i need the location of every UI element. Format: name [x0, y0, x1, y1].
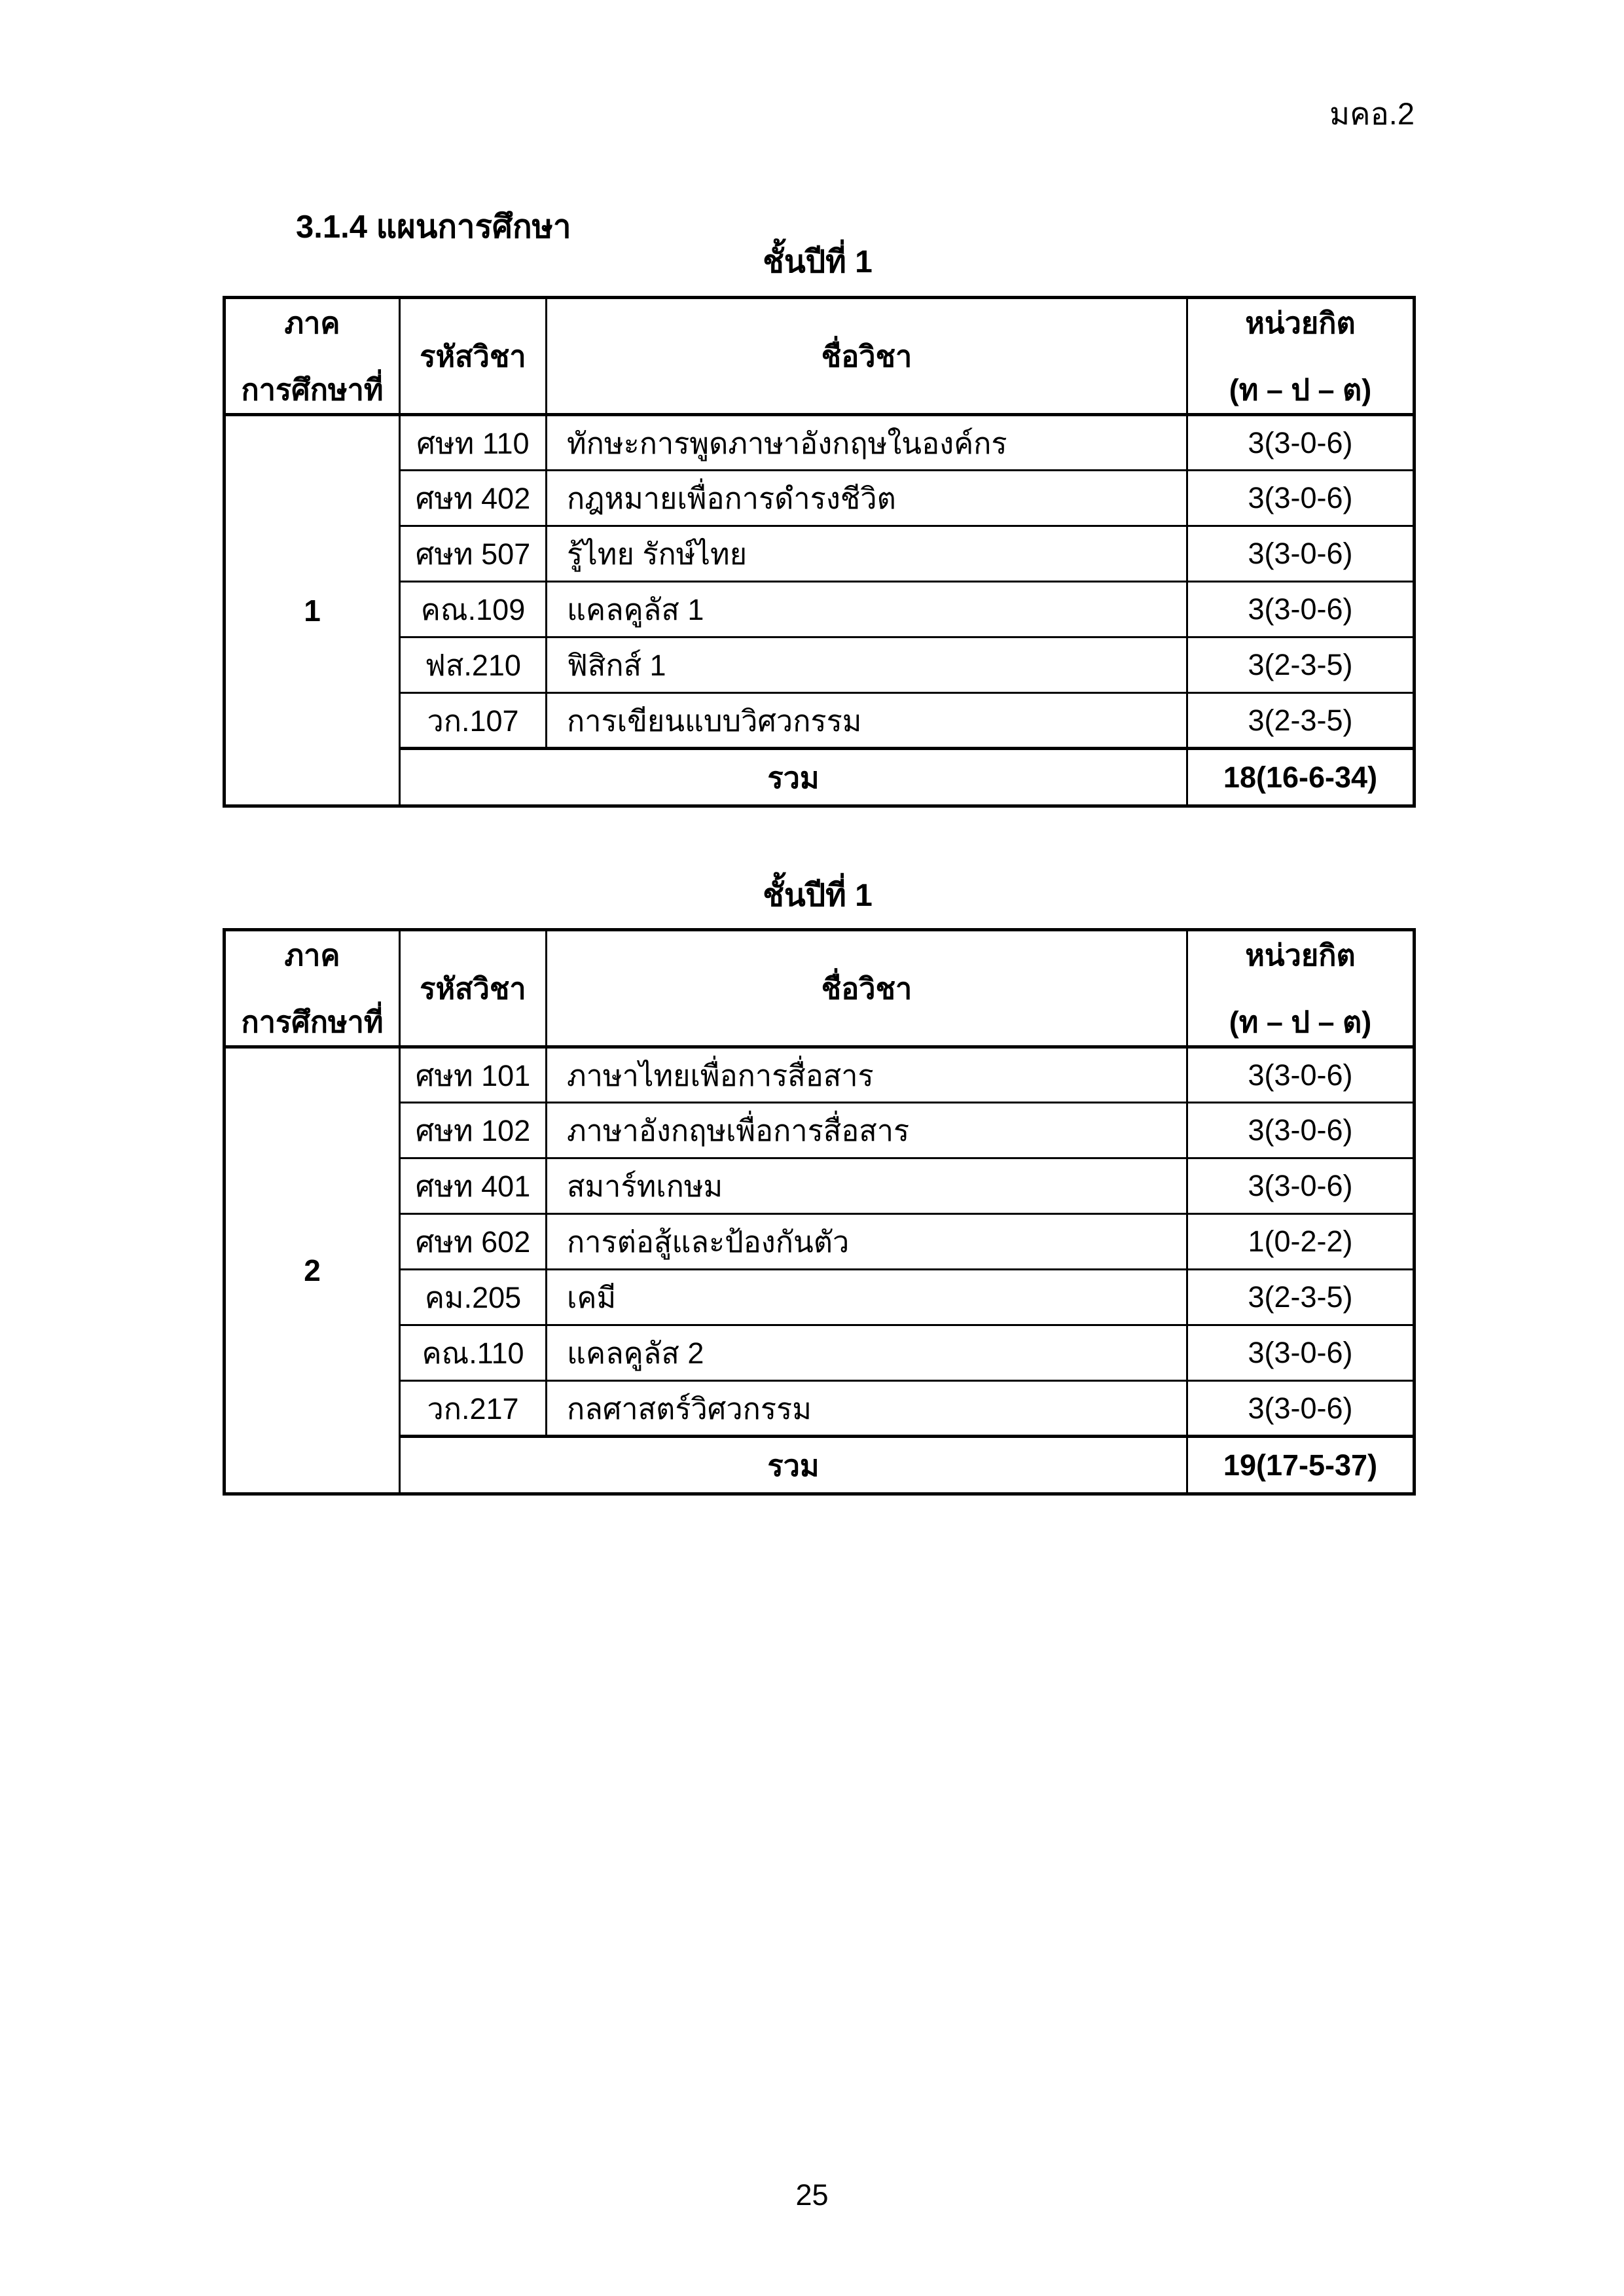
table-row: [225, 1214, 1415, 1270]
table-row: [225, 1103, 1415, 1158]
course-name: กฎหมายเพื่อการดำรงชีวิต: [547, 471, 1187, 526]
course-code: ศษท 602: [400, 1214, 547, 1270]
header-semester-line2: การศึกษาที่: [241, 373, 384, 406]
course-code: วก.217: [400, 1381, 547, 1437]
table-row: [225, 637, 1415, 693]
course-credits: 3(2-3-5): [1187, 1270, 1415, 1325]
table-row: [225, 693, 1415, 749]
course-credits: 3(3-0-6): [1187, 471, 1415, 526]
total-row: [225, 1437, 1415, 1494]
course-name: แคลคูลัส 2: [547, 1325, 1187, 1381]
course-name: ฟิสิกส์ 1: [547, 637, 1187, 693]
course-name: ภาษาอังกฤษเพื่อการสื่อสาร: [547, 1103, 1187, 1158]
header-credits: [1187, 930, 1415, 1047]
table-row: [225, 1325, 1415, 1381]
total-credits: 18(16-6-34): [1187, 749, 1415, 806]
table-row: [225, 1381, 1415, 1437]
total-credits: 19(17-5-37): [1187, 1437, 1415, 1494]
course-credits: 3(2-3-5): [1187, 637, 1415, 693]
page-number: 25: [795, 2178, 829, 2212]
table-row: [225, 298, 1415, 415]
course-code: ศษท 110: [400, 415, 547, 471]
course-name: การต่อสู้และป้องกันตัว: [547, 1214, 1187, 1270]
table-row: [225, 526, 1415, 582]
header-credits: [1187, 298, 1415, 415]
course-credits: 3(3-0-6): [1187, 1325, 1415, 1381]
header-credits-line2: (ท – ป – ต): [1229, 1005, 1372, 1039]
doc-code: มคอ.2: [1329, 96, 1415, 131]
header-semester: [225, 298, 400, 415]
table-2-title: ชั้นปีที่ 1: [763, 878, 873, 913]
course-credits: 3(3-0-6): [1187, 582, 1415, 637]
course-code: คณ.109: [400, 582, 547, 637]
course-name: รู้ไทย รักษ์ไทย: [547, 526, 1187, 582]
semester-number: 2: [225, 1047, 400, 1494]
course-credits: 3(3-0-6): [1187, 1047, 1415, 1103]
table-1-title: ชั้นปีที่ 1: [763, 245, 873, 279]
course-credits: 3(3-0-6): [1187, 415, 1415, 471]
table-row: [225, 415, 1415, 471]
course-credits: 3(3-0-6): [1187, 1158, 1415, 1214]
course-code: ศษท 102: [400, 1103, 547, 1158]
section-heading: 3.1.4 แผนการศึกษา: [296, 209, 571, 245]
header-credits-line1: หน่วยกิต: [1245, 306, 1356, 340]
course-credits: 1(0-2-2): [1187, 1214, 1415, 1270]
course-name: กลศาสตร์วิศวกรรม: [547, 1381, 1187, 1437]
course-name: แคลคูลัส 1: [547, 582, 1187, 637]
study-plan-table-2: [223, 928, 1416, 1496]
course-name: สมาร์ทเกษม: [547, 1158, 1187, 1214]
header-semester: [225, 930, 400, 1047]
header-credits-line1: หน่วยกิต: [1245, 939, 1356, 972]
table-row: [225, 930, 1415, 1047]
header-course-code: รหัสวิชา: [400, 930, 547, 1047]
header-course-code: รหัสวิชา: [400, 298, 547, 415]
course-name: เคมี: [547, 1270, 1187, 1325]
course-credits: 3(3-0-6): [1187, 1103, 1415, 1158]
course-code: คม.205: [400, 1270, 547, 1325]
total-row: [225, 749, 1415, 806]
course-name: ทักษะการพูดภาษาอังกฤษในองค์กร: [547, 415, 1187, 471]
course-code: คณ.110: [400, 1325, 547, 1381]
table-row: [225, 1047, 1415, 1103]
course-code: ฟส.210: [400, 637, 547, 693]
course-code: ศษท 401: [400, 1158, 547, 1214]
header-credits-line2: (ท – ป – ต): [1229, 373, 1372, 406]
header-semester-line1: ภาค: [284, 939, 340, 972]
course-code: ศษท 507: [400, 526, 547, 582]
total-label: รวม: [400, 749, 1187, 806]
header-course-name: ชื่อวิชา: [547, 930, 1187, 1047]
study-plan-table-1: [223, 296, 1416, 808]
table-row: [225, 582, 1415, 637]
course-code: ศษท 402: [400, 471, 547, 526]
course-credits: 3(3-0-6): [1187, 1381, 1415, 1437]
total-label: รวม: [400, 1437, 1187, 1494]
header-semester-line1: ภาค: [284, 306, 340, 340]
semester-number: 1: [225, 415, 400, 806]
table-row: [225, 471, 1415, 526]
header-semester-line2: การศึกษาที่: [241, 1005, 384, 1039]
course-name: การเขียนแบบวิศวกรรม: [547, 693, 1187, 749]
header-course-name: ชื่อวิชา: [547, 298, 1187, 415]
course-code: ศษท 101: [400, 1047, 547, 1103]
table-row: [225, 1158, 1415, 1214]
table-row: [225, 1270, 1415, 1325]
course-name: ภาษาไทยเพื่อการสื่อสาร: [547, 1047, 1187, 1103]
course-code: วก.107: [400, 693, 547, 749]
course-credits: 3(3-0-6): [1187, 526, 1415, 582]
course-credits: 3(2-3-5): [1187, 693, 1415, 749]
